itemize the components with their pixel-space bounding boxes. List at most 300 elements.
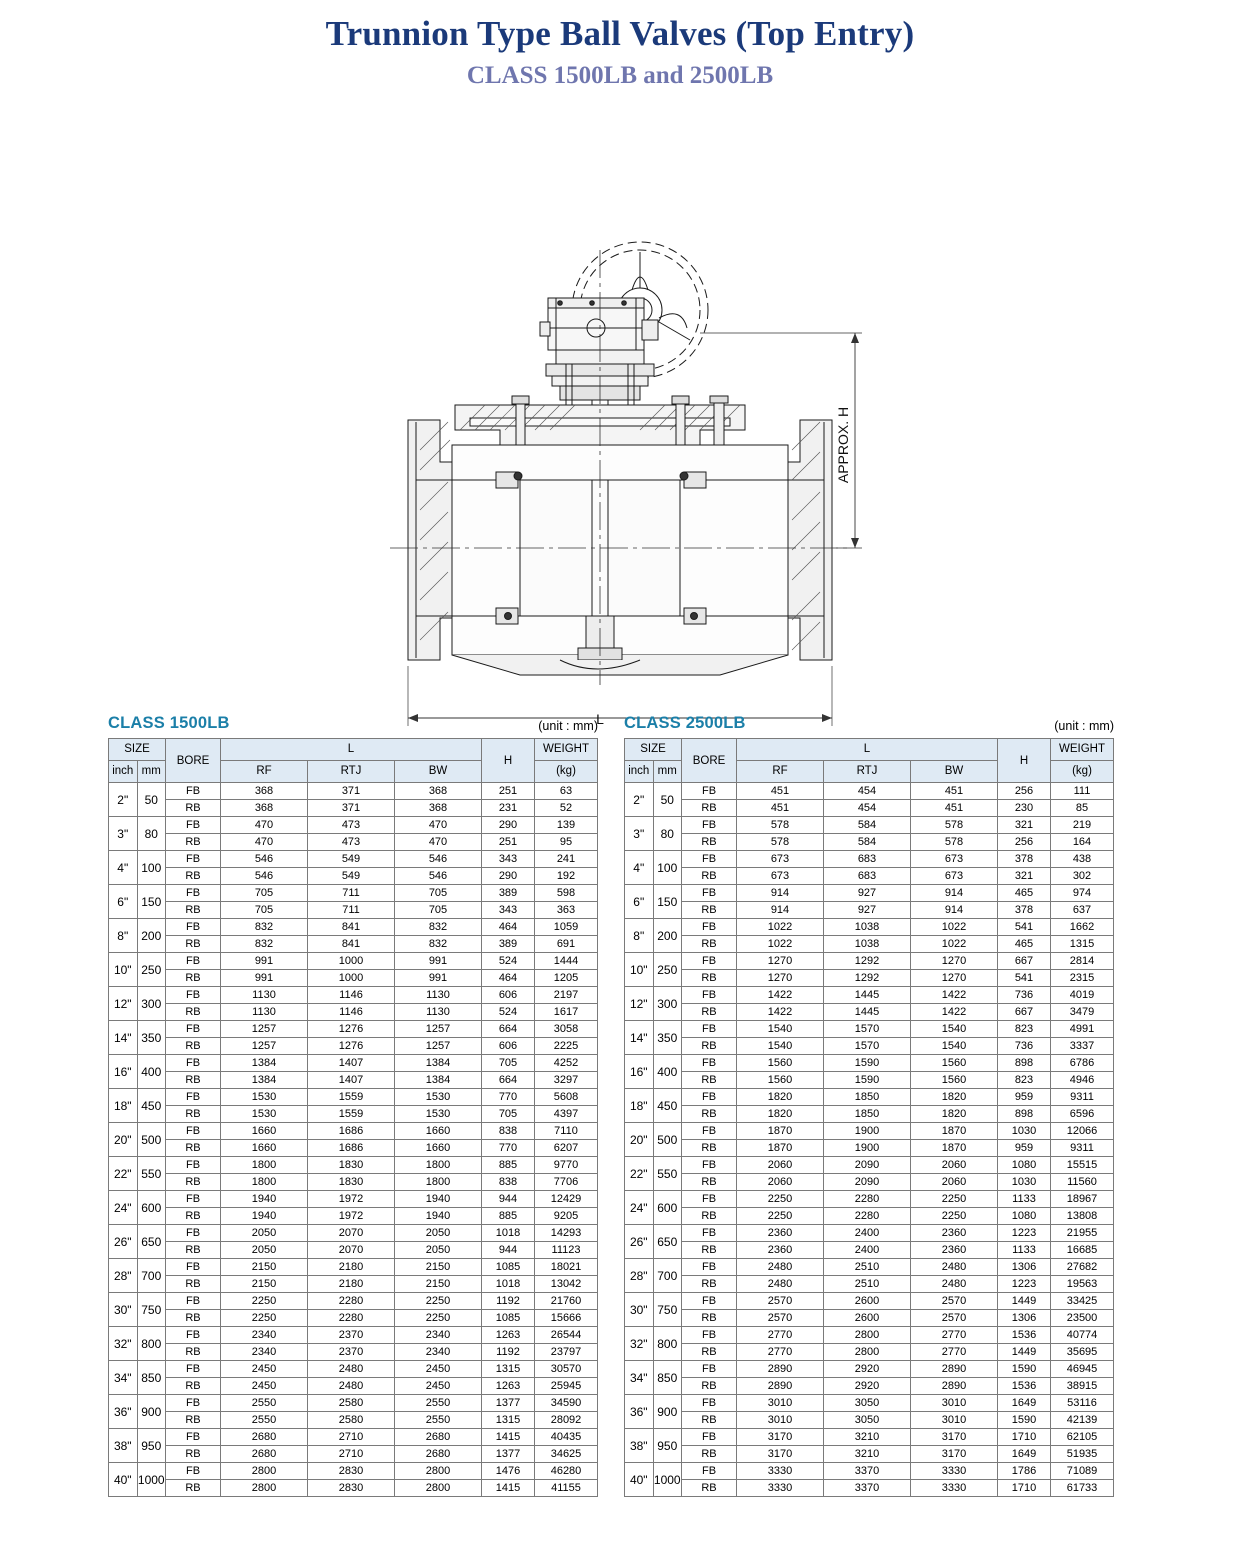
cell-h: 606 xyxy=(482,987,535,1004)
cell-weight: 46945 xyxy=(1051,1361,1114,1378)
cell-bw: 991 xyxy=(395,953,482,970)
cell-rtj: 1900 xyxy=(824,1123,911,1140)
cell-rtj: 2070 xyxy=(308,1242,395,1259)
cell-bw: 673 xyxy=(911,868,998,885)
cell-rf: 1384 xyxy=(221,1072,308,1089)
cell-weight: 164 xyxy=(1051,834,1114,851)
cell-bw: 2340 xyxy=(395,1344,482,1361)
table-row xyxy=(625,1208,1114,1225)
cell-h: 959 xyxy=(998,1140,1051,1157)
cell-rtj: 454 xyxy=(824,800,911,817)
cell-rtj: 1407 xyxy=(308,1055,395,1072)
cell-weight: 26544 xyxy=(535,1327,598,1344)
cell-bore: FB xyxy=(166,817,221,834)
cell-h: 321 xyxy=(998,868,1051,885)
cell-bw: 368 xyxy=(395,800,482,817)
spec-tables xyxy=(0,714,1240,1497)
cell-rtj: 473 xyxy=(308,817,395,834)
cell-size-inch: 22" xyxy=(625,1157,654,1191)
cell-h: 1223 xyxy=(998,1276,1051,1293)
cell-rtj: 549 xyxy=(308,868,395,885)
cell-size-mm: 150 xyxy=(137,885,166,919)
cell-bore: RB xyxy=(166,1174,221,1191)
cell-h: 770 xyxy=(482,1089,535,1106)
cell-size-inch: 24" xyxy=(109,1191,138,1225)
table-row xyxy=(109,1072,598,1089)
page-title: Trunnion Type Ball Valves (Top Entry) xyxy=(325,14,915,53)
cell-size-mm: 750 xyxy=(137,1293,166,1327)
table-row xyxy=(625,1446,1114,1463)
cell-bore: RB xyxy=(166,1106,221,1123)
cell-bw: 2800 xyxy=(395,1463,482,1480)
cell-weight: 41155 xyxy=(535,1480,598,1497)
cell-weight: 16685 xyxy=(1051,1242,1114,1259)
cell-size-inch: 26" xyxy=(625,1225,654,1259)
cell-size-inch: 12" xyxy=(625,987,654,1021)
cell-rf: 2340 xyxy=(221,1327,308,1344)
table-row xyxy=(109,902,598,919)
header-size: SIZE xyxy=(625,739,682,761)
cell-rf: 1422 xyxy=(737,1004,824,1021)
cell-rf: 1130 xyxy=(221,987,308,1004)
cell-rtj: 2710 xyxy=(308,1429,395,1446)
cell-rf: 705 xyxy=(221,885,308,902)
cell-size-inch: 12" xyxy=(109,987,138,1021)
header-inch: inch xyxy=(625,761,654,783)
cell-bw: 2450 xyxy=(395,1378,482,1395)
cell-bore: FB xyxy=(166,851,221,868)
cell-size-mm: 800 xyxy=(653,1327,682,1361)
cell-h: 251 xyxy=(482,783,535,800)
cell-bw: 914 xyxy=(911,902,998,919)
cell-rtj: 2090 xyxy=(824,1157,911,1174)
cell-weight: 53116 xyxy=(1051,1395,1114,1412)
cell-bore: RB xyxy=(166,1310,221,1327)
table-row xyxy=(625,902,1114,919)
cell-size-mm: 400 xyxy=(653,1055,682,1089)
cell-bore: RB xyxy=(682,1174,737,1191)
cell-rf: 914 xyxy=(737,885,824,902)
cell-weight: 637 xyxy=(1051,902,1114,919)
cell-size-inch: 2" xyxy=(625,783,654,817)
cell-bore: FB xyxy=(166,1395,221,1412)
cell-weight: 46280 xyxy=(535,1463,598,1480)
header-rf: RF xyxy=(737,761,824,783)
cell-h: 1263 xyxy=(482,1378,535,1395)
cell-bw: 2550 xyxy=(395,1395,482,1412)
cell-rf: 2450 xyxy=(221,1361,308,1378)
cell-rf: 991 xyxy=(221,970,308,987)
table-row xyxy=(109,936,598,953)
table-row xyxy=(109,987,598,1004)
cell-rtj: 2510 xyxy=(824,1276,911,1293)
table-row xyxy=(109,1429,598,1446)
cell-size-inch: 6" xyxy=(109,885,138,919)
cell-rf: 1130 xyxy=(221,1004,308,1021)
cell-rtj: 2370 xyxy=(308,1327,395,1344)
cell-h: 231 xyxy=(482,800,535,817)
table-row xyxy=(625,1106,1114,1123)
cell-weight: 13808 xyxy=(1051,1208,1114,1225)
cell-size-mm: 650 xyxy=(653,1225,682,1259)
cell-weight: 25945 xyxy=(535,1378,598,1395)
cell-bw: 1940 xyxy=(395,1191,482,1208)
cell-size-inch: 4" xyxy=(625,851,654,885)
cell-weight: 1059 xyxy=(535,919,598,936)
cell-rtj: 683 xyxy=(824,868,911,885)
table-row xyxy=(109,1106,598,1123)
cell-rtj: 1900 xyxy=(824,1140,911,1157)
table-row xyxy=(109,834,598,851)
cell-size-inch: 14" xyxy=(625,1021,654,1055)
cell-h: 389 xyxy=(482,936,535,953)
table-row xyxy=(109,1293,598,1310)
cell-weight: 302 xyxy=(1051,868,1114,885)
cell-rtj: 1686 xyxy=(308,1140,395,1157)
cell-h: 1263 xyxy=(482,1327,535,1344)
cell-size-inch: 8" xyxy=(625,919,654,953)
cell-bw: 3010 xyxy=(911,1395,998,1412)
header-h: H xyxy=(482,739,535,783)
cell-weight: 4397 xyxy=(535,1106,598,1123)
cell-weight: 363 xyxy=(535,902,598,919)
cell-rtj: 2580 xyxy=(308,1395,395,1412)
cell-bore: RB xyxy=(166,1480,221,1497)
cell-size-mm: 750 xyxy=(653,1293,682,1327)
cell-weight: 52 xyxy=(535,800,598,817)
cell-rtj: 2370 xyxy=(308,1344,395,1361)
cell-rf: 3330 xyxy=(737,1463,824,1480)
cell-bore: RB xyxy=(682,800,737,817)
cell-bw: 2550 xyxy=(395,1412,482,1429)
cell-size-mm: 700 xyxy=(137,1259,166,1293)
cell-bore: FB xyxy=(682,1327,737,1344)
cell-weight: 18021 xyxy=(535,1259,598,1276)
table-row xyxy=(625,783,1114,800)
cell-weight: 9311 xyxy=(1051,1140,1114,1157)
cell-weight: 438 xyxy=(1051,851,1114,868)
cell-size-mm: 450 xyxy=(653,1089,682,1123)
table-row xyxy=(625,970,1114,987)
cell-size-mm: 50 xyxy=(653,783,682,817)
cell-size-mm: 350 xyxy=(653,1021,682,1055)
cell-h: 1536 xyxy=(998,1378,1051,1395)
table-row xyxy=(625,1174,1114,1191)
cell-rtj: 2280 xyxy=(308,1310,395,1327)
cell-weight: 19563 xyxy=(1051,1276,1114,1293)
cell-bore: RB xyxy=(166,1242,221,1259)
cell-rf: 3170 xyxy=(737,1429,824,1446)
cell-weight: 5608 xyxy=(535,1089,598,1106)
cell-bore: FB xyxy=(166,1293,221,1310)
cell-weight: 71089 xyxy=(1051,1463,1114,1480)
cell-bore: RB xyxy=(166,868,221,885)
cell-rtj: 549 xyxy=(308,851,395,868)
cell-weight: 95 xyxy=(535,834,598,851)
cell-rtj: 2800 xyxy=(824,1344,911,1361)
cell-rtj: 683 xyxy=(824,851,911,868)
cell-rf: 451 xyxy=(737,783,824,800)
cell-rtj: 1146 xyxy=(308,1004,395,1021)
cell-h: 736 xyxy=(998,987,1051,1004)
cell-weight: 691 xyxy=(535,936,598,953)
cell-size-inch: 34" xyxy=(625,1361,654,1395)
cell-weight: 34590 xyxy=(535,1395,598,1412)
header-weight: WEIGHT xyxy=(1051,739,1114,761)
cell-size-mm: 550 xyxy=(137,1157,166,1191)
cell-rtj: 1038 xyxy=(824,936,911,953)
table-row xyxy=(109,1140,598,1157)
table-row xyxy=(109,1463,598,1480)
cell-size-inch: 20" xyxy=(109,1123,138,1157)
cell-bw: 2770 xyxy=(911,1344,998,1361)
table-row xyxy=(109,868,598,885)
cell-weight: 2197 xyxy=(535,987,598,1004)
cell-rf: 2480 xyxy=(737,1259,824,1276)
cell-rf: 1257 xyxy=(221,1021,308,1038)
cell-bw: 1130 xyxy=(395,1004,482,1021)
cell-bore: RB xyxy=(166,1276,221,1293)
cell-bore: RB xyxy=(682,1038,737,1055)
cell-bore: RB xyxy=(682,1208,737,1225)
cell-bw: 1422 xyxy=(911,1004,998,1021)
table-unit-2500lb: (unit : mm) xyxy=(1054,719,1114,733)
cell-weight: 241 xyxy=(535,851,598,868)
header-bw: BW xyxy=(911,761,998,783)
cell-h: 524 xyxy=(482,953,535,970)
table-body-2500lb xyxy=(625,783,1114,1497)
table-row xyxy=(109,1276,598,1293)
table-row xyxy=(109,970,598,987)
cell-bw: 2770 xyxy=(911,1327,998,1344)
cell-rf: 1870 xyxy=(737,1140,824,1157)
cell-bore: RB xyxy=(682,1004,737,1021)
table-row xyxy=(625,1463,1114,1480)
cell-rtj: 1407 xyxy=(308,1072,395,1089)
cell-h: 1018 xyxy=(482,1225,535,1242)
cell-size-mm: 500 xyxy=(653,1123,682,1157)
cell-rtj: 454 xyxy=(824,783,911,800)
cell-rf: 2800 xyxy=(221,1463,308,1480)
cell-bw: 832 xyxy=(395,936,482,953)
cell-bw: 2250 xyxy=(911,1191,998,1208)
table-row xyxy=(625,1310,1114,1327)
cell-bw: 2450 xyxy=(395,1361,482,1378)
cell-rf: 578 xyxy=(737,817,824,834)
cell-rf: 2060 xyxy=(737,1174,824,1191)
cell-weight: 14293 xyxy=(535,1225,598,1242)
cell-rf: 1660 xyxy=(221,1123,308,1140)
table-row xyxy=(625,1429,1114,1446)
table-row xyxy=(109,1208,598,1225)
header-weight: WEIGHT xyxy=(535,739,598,761)
table-row xyxy=(109,1480,598,1497)
cell-weight: 40774 xyxy=(1051,1327,1114,1344)
table-row xyxy=(625,851,1114,868)
cell-h: 838 xyxy=(482,1174,535,1191)
table-row xyxy=(109,1327,598,1344)
table-row xyxy=(625,1327,1114,1344)
cell-rtj: 1559 xyxy=(308,1089,395,1106)
cell-rf: 2450 xyxy=(221,1378,308,1395)
cell-rf: 2480 xyxy=(737,1276,824,1293)
cell-rf: 3170 xyxy=(737,1446,824,1463)
cell-weight: 2225 xyxy=(535,1038,598,1055)
cell-rf: 2150 xyxy=(221,1259,308,1276)
cell-size-mm: 1000 xyxy=(653,1463,682,1497)
cell-rf: 1540 xyxy=(737,1038,824,1055)
cell-rtj: 2920 xyxy=(824,1361,911,1378)
cell-rtj: 2180 xyxy=(308,1259,395,1276)
cell-size-mm: 900 xyxy=(653,1395,682,1429)
cell-bore: RB xyxy=(166,1446,221,1463)
cell-rf: 2890 xyxy=(737,1361,824,1378)
header-weight-unit: (kg) xyxy=(1051,761,1114,783)
table-row xyxy=(625,1089,1114,1106)
table-row xyxy=(625,868,1114,885)
cell-rtj: 2600 xyxy=(824,1310,911,1327)
cell-bw: 1384 xyxy=(395,1072,482,1089)
cell-rtj: 2800 xyxy=(824,1327,911,1344)
cell-size-inch: 2" xyxy=(109,783,138,817)
cell-bw: 832 xyxy=(395,919,482,936)
cell-bw: 546 xyxy=(395,851,482,868)
cell-rtj: 2920 xyxy=(824,1378,911,1395)
cell-h: 1786 xyxy=(998,1463,1051,1480)
cell-size-inch: 34" xyxy=(109,1361,138,1395)
cell-bw: 470 xyxy=(395,817,482,834)
cell-size-mm: 850 xyxy=(137,1361,166,1395)
cell-h: 1133 xyxy=(998,1242,1051,1259)
cell-bore: RB xyxy=(682,1310,737,1327)
cell-rf: 1257 xyxy=(221,1038,308,1055)
cell-rtj: 2400 xyxy=(824,1242,911,1259)
cell-weight: 6596 xyxy=(1051,1106,1114,1123)
cell-bore: FB xyxy=(682,1259,737,1276)
cell-h: 1192 xyxy=(482,1293,535,1310)
table-row xyxy=(109,1344,598,1361)
cell-weight: 7110 xyxy=(535,1123,598,1140)
cell-rtj: 3210 xyxy=(824,1429,911,1446)
cell-bore: FB xyxy=(166,1123,221,1140)
cell-weight: 1205 xyxy=(535,970,598,987)
cell-h: 465 xyxy=(998,936,1051,953)
cell-weight: 9205 xyxy=(535,1208,598,1225)
dimension-label-l: L xyxy=(596,711,604,727)
cell-bore: RB xyxy=(166,970,221,987)
cell-bore: FB xyxy=(682,1429,737,1446)
cell-weight: 12066 xyxy=(1051,1123,1114,1140)
cell-bore: RB xyxy=(682,1140,737,1157)
cell-weight: 2315 xyxy=(1051,970,1114,987)
cell-h: 1315 xyxy=(482,1412,535,1429)
cell-size-inch: 36" xyxy=(109,1395,138,1429)
cell-weight: 40435 xyxy=(535,1429,598,1446)
cell-rf: 2800 xyxy=(221,1480,308,1497)
cell-h: 1030 xyxy=(998,1123,1051,1140)
cell-size-inch: 22" xyxy=(109,1157,138,1191)
cell-weight: 51935 xyxy=(1051,1446,1114,1463)
cell-weight: 15666 xyxy=(535,1310,598,1327)
cell-rtj: 2510 xyxy=(824,1259,911,1276)
cell-rf: 1800 xyxy=(221,1157,308,1174)
cell-size-mm: 300 xyxy=(137,987,166,1021)
cell-size-mm: 100 xyxy=(653,851,682,885)
cell-size-mm: 150 xyxy=(653,885,682,919)
cell-bore: RB xyxy=(166,1038,221,1055)
header-inch: inch xyxy=(109,761,138,783)
cell-bw: 2050 xyxy=(395,1242,482,1259)
cell-h: 1030 xyxy=(998,1174,1051,1191)
header-l: L xyxy=(221,739,482,761)
cell-weight: 219 xyxy=(1051,817,1114,834)
cell-bore: FB xyxy=(682,1157,737,1174)
cell-size-inch: 38" xyxy=(109,1429,138,1463)
table-row xyxy=(625,1259,1114,1276)
cell-size-inch: 28" xyxy=(109,1259,138,1293)
cell-weight: 111 xyxy=(1051,783,1114,800)
cell-rtj: 3370 xyxy=(824,1480,911,1497)
cell-size-mm: 80 xyxy=(653,817,682,851)
cell-h: 378 xyxy=(998,902,1051,919)
cell-rf: 2550 xyxy=(221,1412,308,1429)
table-row xyxy=(625,1157,1114,1174)
cell-size-mm: 250 xyxy=(653,953,682,987)
header-size: SIZE xyxy=(109,739,166,761)
cell-weight: 3297 xyxy=(535,1072,598,1089)
cell-h: 823 xyxy=(998,1072,1051,1089)
table-row xyxy=(109,1089,598,1106)
cell-bw: 3330 xyxy=(911,1463,998,1480)
cell-weight: 3337 xyxy=(1051,1038,1114,1055)
cell-bore: FB xyxy=(166,783,221,800)
cell-bore: RB xyxy=(682,970,737,987)
cell-rf: 1270 xyxy=(737,953,824,970)
cell-rf: 2250 xyxy=(221,1310,308,1327)
cell-bw: 470 xyxy=(395,834,482,851)
cell-h: 290 xyxy=(482,868,535,885)
cell-h: 1080 xyxy=(998,1208,1051,1225)
cell-size-inch: 14" xyxy=(109,1021,138,1055)
cell-rf: 1820 xyxy=(737,1106,824,1123)
cell-bw: 3170 xyxy=(911,1429,998,1446)
cell-rtj: 584 xyxy=(824,834,911,851)
cell-bw: 2800 xyxy=(395,1480,482,1497)
cell-rf: 2250 xyxy=(737,1208,824,1225)
table-row xyxy=(625,1072,1114,1089)
cell-rtj: 371 xyxy=(308,800,395,817)
cell-bw: 368 xyxy=(395,783,482,800)
cell-bw: 1422 xyxy=(911,987,998,1004)
cell-weight: 139 xyxy=(535,817,598,834)
cell-size-mm: 50 xyxy=(137,783,166,817)
header-l: L xyxy=(737,739,998,761)
cell-rtj: 3370 xyxy=(824,1463,911,1480)
cell-rf: 2680 xyxy=(221,1446,308,1463)
cell-rf: 578 xyxy=(737,834,824,851)
cell-bw: 1022 xyxy=(911,919,998,936)
cell-bore: FB xyxy=(682,1463,737,1480)
cell-rf: 2050 xyxy=(221,1225,308,1242)
cell-bw: 705 xyxy=(395,902,482,919)
cell-h: 823 xyxy=(998,1021,1051,1038)
cell-h: 664 xyxy=(482,1072,535,1089)
cell-size-inch: 20" xyxy=(625,1123,654,1157)
cell-rtj: 711 xyxy=(308,885,395,902)
cell-rtj: 2830 xyxy=(308,1480,395,1497)
cell-rf: 832 xyxy=(221,919,308,936)
cell-h: 885 xyxy=(482,1208,535,1225)
